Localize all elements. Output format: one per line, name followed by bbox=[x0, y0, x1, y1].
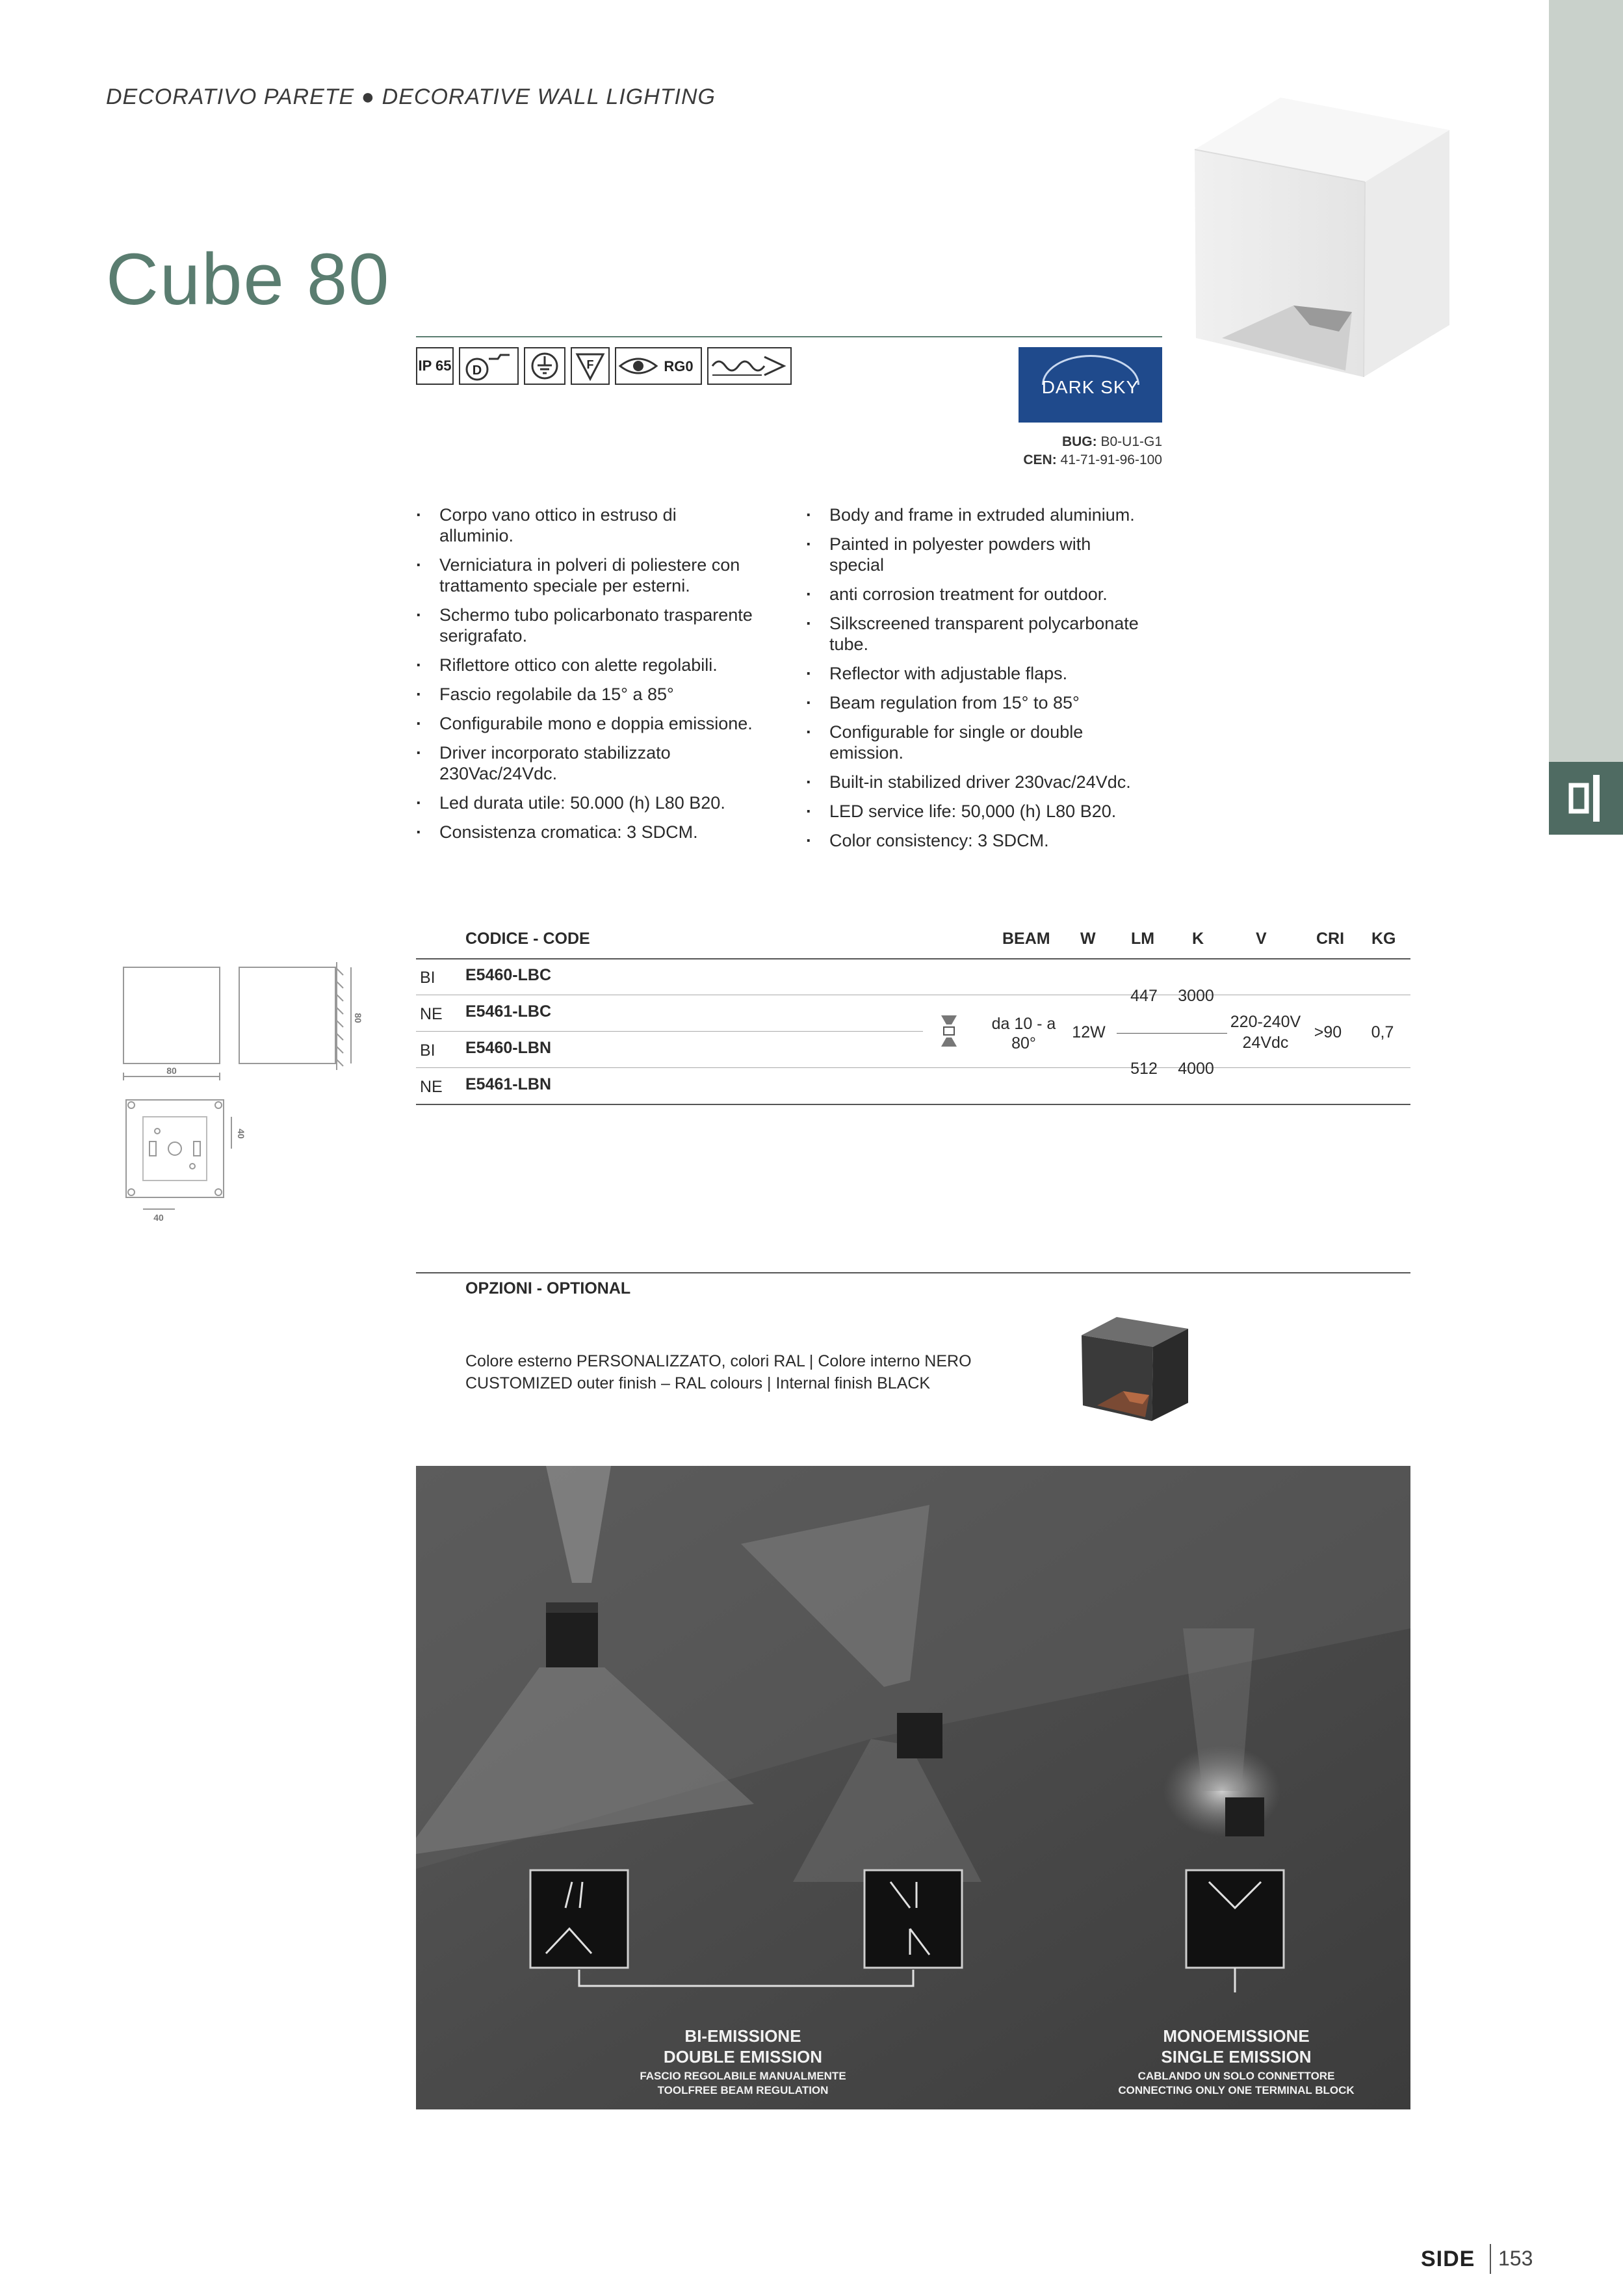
rg0-eye-icon bbox=[615, 347, 702, 385]
voltage-value: 220-240V 24Vdc bbox=[1230, 1013, 1301, 1052]
k-value-1: 3000 bbox=[1178, 987, 1214, 1005]
cri-value: >90 bbox=[1314, 1023, 1342, 1041]
svg-text:40: 40 bbox=[236, 1128, 246, 1139]
svg-text:FASCIO REGOLABILE MANUALMENTE: FASCIO REGOLABILE MANUALMENTE bbox=[640, 2070, 846, 2082]
lm-value-1: 447 bbox=[1130, 987, 1158, 1005]
product-photo-white bbox=[1189, 91, 1449, 384]
lm-value-2: 512 bbox=[1130, 1060, 1158, 1078]
list-item: · Body and frame in extruded aluminium. bbox=[806, 504, 1144, 525]
list-item: · Built-in stabilized driver 230vac/24Vdc. bbox=[806, 772, 1144, 792]
header-lm: LM bbox=[1131, 930, 1155, 948]
list-item: · Silkscreened transparent polycarbonate tube. bbox=[806, 613, 1144, 655]
ip65-icon: IP 65 bbox=[416, 347, 454, 385]
beam-value: da 10 - a 80° bbox=[991, 1015, 1056, 1052]
svg-text:CONNECTING ONLY ONE TERMINAL B: CONNECTING ONLY ONE TERMINAL BLOCK bbox=[1118, 2084, 1355, 2096]
header-kg: KG bbox=[1371, 930, 1396, 948]
wall-lamp-icon bbox=[1562, 771, 1610, 826]
svg-text:BI-EMISSIONE: BI-EMISSIONE bbox=[684, 2026, 801, 2046]
list-item: · Verniciatura in polveri di poliestere con trattamento speciale per esterni. bbox=[416, 554, 754, 596]
list-item: · Corpo vano ottico in estruso di alluminio. bbox=[416, 504, 754, 546]
list-item: · Schermo tubo policarbonato trasparente serigrafato. bbox=[416, 605, 754, 646]
svg-text:80: 80 bbox=[166, 1065, 177, 1076]
header-beam: BEAM bbox=[1002, 930, 1050, 948]
section-header: DECORATIVO PARETE ● DECORATIVE WALL LIGHTING bbox=[106, 85, 716, 109]
options-title: OPZIONI - OPTIONAL bbox=[465, 1279, 631, 1298]
bug-cen-ratings: BUG: B0-U1-G1 CEN: 41-71-91-96-100 bbox=[1023, 434, 1162, 467]
svg-text:SINGLE EMISSION: SINGLE EMISSION bbox=[1161, 2047, 1312, 2067]
options-line-english: CUSTOMIZED outer finish – RAL colours | Internal finish BLACK bbox=[465, 1374, 931, 1392]
list-item: · Configurabile mono e doppia emissione. bbox=[416, 713, 754, 734]
flicker-free-icon bbox=[707, 347, 792, 385]
earth-ground-icon bbox=[524, 347, 565, 385]
svg-text:D: D bbox=[472, 363, 482, 378]
footer-divider bbox=[1490, 2244, 1491, 2274]
page-title: Cube 80 bbox=[106, 239, 391, 320]
list-item: · Riflettore ottico con alette regolabili. bbox=[416, 655, 754, 675]
f-mark-icon bbox=[571, 347, 610, 385]
k-value-2: 4000 bbox=[1178, 1060, 1214, 1078]
svg-text:CABLANDO UN SOLO CONNETTORE: CABLANDO UN SOLO CONNETTORE bbox=[1137, 2070, 1335, 2082]
installation-photo bbox=[416, 1466, 1410, 2109]
svg-text:MONOEMISSIONE: MONOEMISSIONE bbox=[1163, 2026, 1310, 2046]
options-line-italian: Colore esterno PERSONALIZZATO, colori RAL | Colore interno NERO bbox=[465, 1352, 972, 1370]
header-w: W bbox=[1080, 930, 1096, 948]
table-header-rule bbox=[416, 958, 1410, 959]
list-item: · LED service life: 50,000 (h) L80 B20. bbox=[806, 801, 1144, 822]
list-item: · Led durata utile: 50.000 (h) L80 B20. bbox=[416, 792, 754, 813]
page-number: 153 bbox=[1498, 2247, 1533, 2270]
product-photo-black bbox=[1078, 1313, 1195, 1424]
list-item: · Color consistency: 3 SDCM. bbox=[806, 830, 1144, 851]
title-divider bbox=[416, 336, 1162, 337]
kg-value: 0,7 bbox=[1371, 1023, 1394, 1041]
list-item: · Driver incorporato stabilizzato 230Vac/24Vdc. bbox=[416, 742, 754, 784]
header-cri: CRI bbox=[1316, 930, 1345, 948]
svg-text:RG0: RG0 bbox=[664, 358, 694, 374]
technical-drawings bbox=[117, 956, 364, 1242]
list-item: · Beam regulation from 15° to 85° bbox=[806, 692, 1144, 713]
certification-icons bbox=[416, 347, 792, 385]
beam-adjust-icon bbox=[939, 1014, 959, 1048]
watt-value: 12W bbox=[1072, 1023, 1106, 1041]
features-list-italian bbox=[416, 504, 754, 851]
class-d-icon bbox=[459, 347, 519, 385]
sidebar-strip bbox=[1549, 0, 1623, 767]
header-v: V bbox=[1256, 930, 1267, 948]
svg-text:DOUBLE EMISSION: DOUBLE EMISSION bbox=[663, 2047, 823, 2067]
svg-text:TOOLFREE BEAM REGULATION: TOOLFREE BEAM REGULATION bbox=[657, 2084, 829, 2096]
list-item: · Painted in polyester powders with special bbox=[806, 534, 1144, 575]
header-k: K bbox=[1192, 930, 1204, 948]
list-item: · Fascio regolabile da 15° a 85° bbox=[416, 684, 754, 705]
dark-sky-badge: DARK SKY bbox=[1019, 347, 1162, 423]
svg-text:F: F bbox=[586, 358, 594, 371]
section-tab[interactable] bbox=[1549, 762, 1623, 835]
svg-text:40: 40 bbox=[153, 1212, 164, 1223]
list-item: · Configurable for single or double emission. bbox=[806, 722, 1144, 763]
options-divider bbox=[416, 1272, 1410, 1273]
footer-brand: SIDE bbox=[1421, 2247, 1475, 2271]
product-code-table: CODICE - CODE BEAM W LM K V CRI KG BI E5460-LBC NE E5461-LBC BI E5460-LBN NE E5461-LBN da 10 - a 80° 12W 447 3000 512 4000 220-240V 24Vdc >90 0,7 bbox=[416, 930, 1410, 1112]
list-item: · anti corrosion treatment for outdoor. bbox=[806, 584, 1144, 605]
header-code: CODICE - CODE bbox=[465, 930, 590, 948]
list-item: · Reflector with adjustable flaps. bbox=[806, 663, 1144, 684]
list-item: · Consistenza cromatica: 3 SDCM. bbox=[416, 822, 754, 842]
svg-text:80: 80 bbox=[353, 1013, 363, 1023]
features-list-english bbox=[806, 504, 1144, 859]
